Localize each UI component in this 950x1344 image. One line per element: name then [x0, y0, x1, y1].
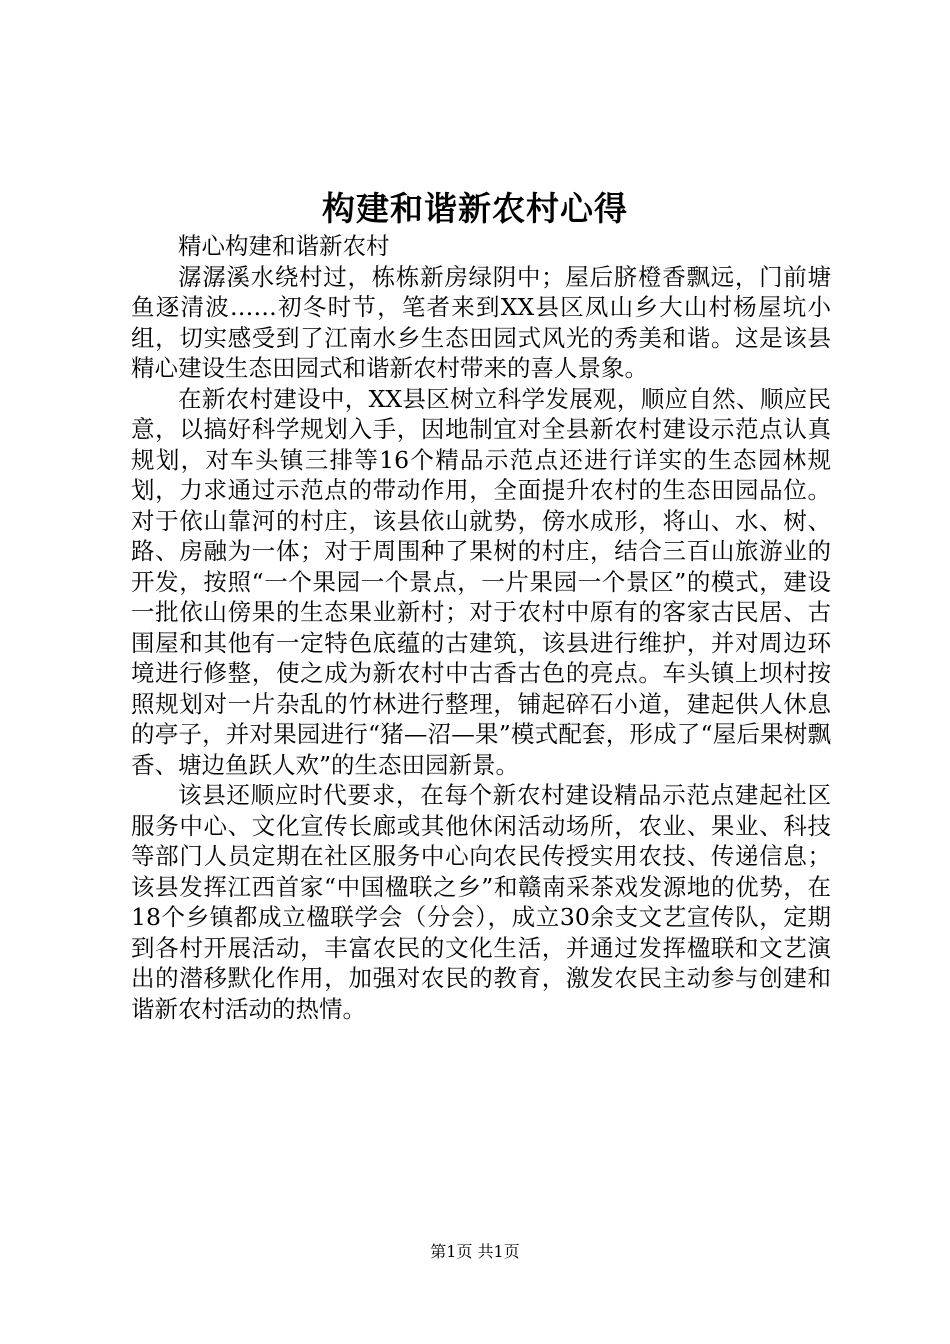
paragraph: 在新农村建设中，XX县区树立科学发展观，顺应自然、顺应民意，以搞好科学规划入手，因地制宜对全县新农村建设示范点认真规划，对车头镇三排等16个精品示范点还进行详实的生态园林规划，力求通过示范点的带动作用，全面提升农村的生态田园品位。对于依山靠河的村庄，该县依山就势，傍水成形，将山、水、树、路、房融为一体；对于周围种了果树的村庄，结合三百山旅游业的开发，按照“一个果园一个景点，一片果园一个景区”的模式，建设一批依山傍果的生态果业新村；对于农村中原有的客家古民居、古围屋和其他有一定特色底蕴的古建筑，该县进行维护，并对周边环境进行修整，使之成为新农村中古香古色的亮点。车头镇上坝村按照规划对一片杂乱的竹林进行整理，铺起碎石小道，建起供人休息的亭子，并对果园进行“猪—沼—果”模式配套，形成了“屋后果树飘香、塘边鱼跃人欢”的生态田园新景。 [131, 384, 831, 779]
paragraph: 潺潺溪水绕村过，栋栋新房绿阴中；屋后脐橙香飘远，门前塘鱼逐清波……初冬时节，笔者来到XX县区凤山乡大山村杨屋坑小组，切实感受到了江南水乡生态田园式风光的秀美和谐。这是该县精心建设生态田园式和谐新农村带来的喜人景象。 [131, 262, 831, 382]
document-title: 构建和谐新农村心得 [322, 189, 628, 228]
document-body [131, 231, 831, 1024]
paragraph-subtitle: 精心构建和谐新农村 [178, 232, 390, 260]
page-footer: 第1页 共1页 [430, 1242, 520, 1261]
paragraph: 该县还顺应时代要求，在每个新农村建设精品示范点建起社区服务中心、文化宣传长廊或其他休闲活动场所，农业、果业、科技等部门人员定期在社区服务中心向农民传授实用农技、传递信息；该县发挥江西首家“中国楹联之乡”和赣南采茶戏发源地的优势，在18个乡镇都成立楹联学会（分会），成立30余支文艺宣传队，定期到各村开展活动，丰富农民的文化生活，并通过发挥楹联和文艺演出的潜移默化作用，加强对农民的教育，激发农民主动参与创建和谐新农村活动的热情。 [131, 781, 831, 1023]
